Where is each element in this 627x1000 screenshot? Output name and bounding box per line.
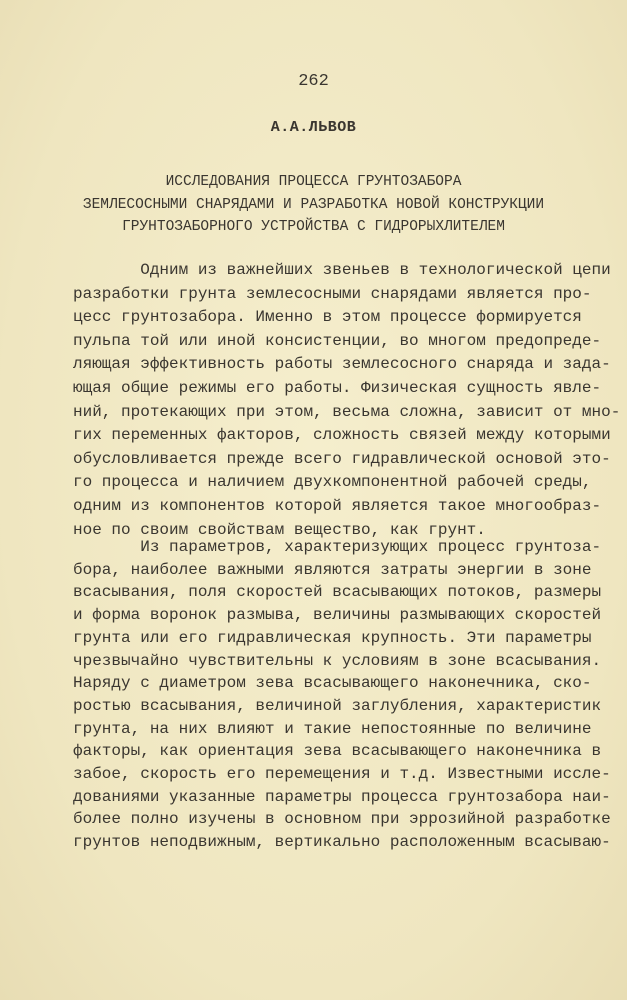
text-line: цесс грунтозабора. Именно в этом процессе формируется — [73, 308, 582, 327]
paragraph-2 — [73, 536, 611, 854]
text-line: грунта, на них влияют и такие непостоянные по величине — [73, 719, 592, 738]
text-line: ляющая эффективность работы землесосного снаряда и зада- — [73, 355, 611, 374]
title-line: ИССЛЕДОВАНИЯ ПРОЦЕССА ГРУНТОЗАБОРА — [165, 174, 462, 190]
text-line: Из параметров, характеризующих процесс грунтоза- — [73, 538, 602, 556]
text-line: бора, наиболее важными являются затраты энергии в зоне — [73, 560, 592, 579]
author-name: А.А.ЛЬВОВ — [270, 119, 357, 136]
text-line: чрезвычайно чувствительны к условиям в зоне всасывания. — [73, 651, 602, 670]
text-line: ростью всасывания, величиной заглубления, характеристик — [73, 696, 602, 715]
text-line: гих переменных факторов, сложность связей между которыми — [73, 426, 611, 445]
text-line: разработки грунта землесосными снарядами является про- — [73, 284, 592, 303]
text-line: и форма воронок размыва, величины размывающих скоростей — [73, 606, 602, 625]
text-line: ное по своим свойствам вещество, как грунт. — [73, 520, 486, 539]
text-line: факторы, как ориентация зева всасывающего наконечника в — [73, 742, 602, 761]
title-line: ГРУНТОЗАБОРНОГО УСТРОЙСТВА С ГИДРОРЫХЛИТЕЛЕМ — [122, 219, 505, 235]
paragraph-1 — [73, 259, 621, 542]
text-line: одним из компонентов которой является такое многообраз- — [73, 496, 602, 515]
text-line: дованиями указанные параметры процесса грунтозабора наи- — [73, 787, 611, 806]
text-line: го процесса и наличием двухкомпонентной рабочей среды, — [73, 473, 592, 492]
title-line: ЗЕМЛЕСОСНЫМИ СНАРЯДАМИ И РАЗРАБОТКА НОВОЙ КОНСТРУКЦИИ — [82, 196, 545, 213]
page-number: 262 — [298, 72, 329, 91]
text-line: ний, протекающих при этом, весьма сложна, зависит от мно- — [73, 402, 621, 421]
text-line: забое, скорость его перемещения и т.д. Известными иссле- — [73, 765, 611, 784]
text-line: пульпа той или иной консистенции, во многом предопреде- — [73, 331, 602, 350]
text-line: всасывания, поля скоростей всасывающих потоков, размеры — [73, 583, 602, 602]
text-line: обусловливается прежде всего гидравлической основой это- — [73, 449, 611, 468]
text-line: Одним из важнейших звеньев в технологической цепи — [73, 261, 611, 279]
text-line: Наряду с диаметром зева всасывающего наконечника, ско- — [73, 674, 592, 693]
text-line: ющая общие режимы его работы. Физическая сущность явле- — [73, 378, 602, 397]
text-line: грунтов неподвижным, вертикально расположенным всасываю- — [73, 833, 611, 852]
article-title — [0, 171, 627, 239]
text-line: грунта или его гидравлическая крупность. Эти параметры — [73, 628, 592, 647]
text-line: более полно изучены в основном при эррозийной разработке — [73, 810, 611, 829]
